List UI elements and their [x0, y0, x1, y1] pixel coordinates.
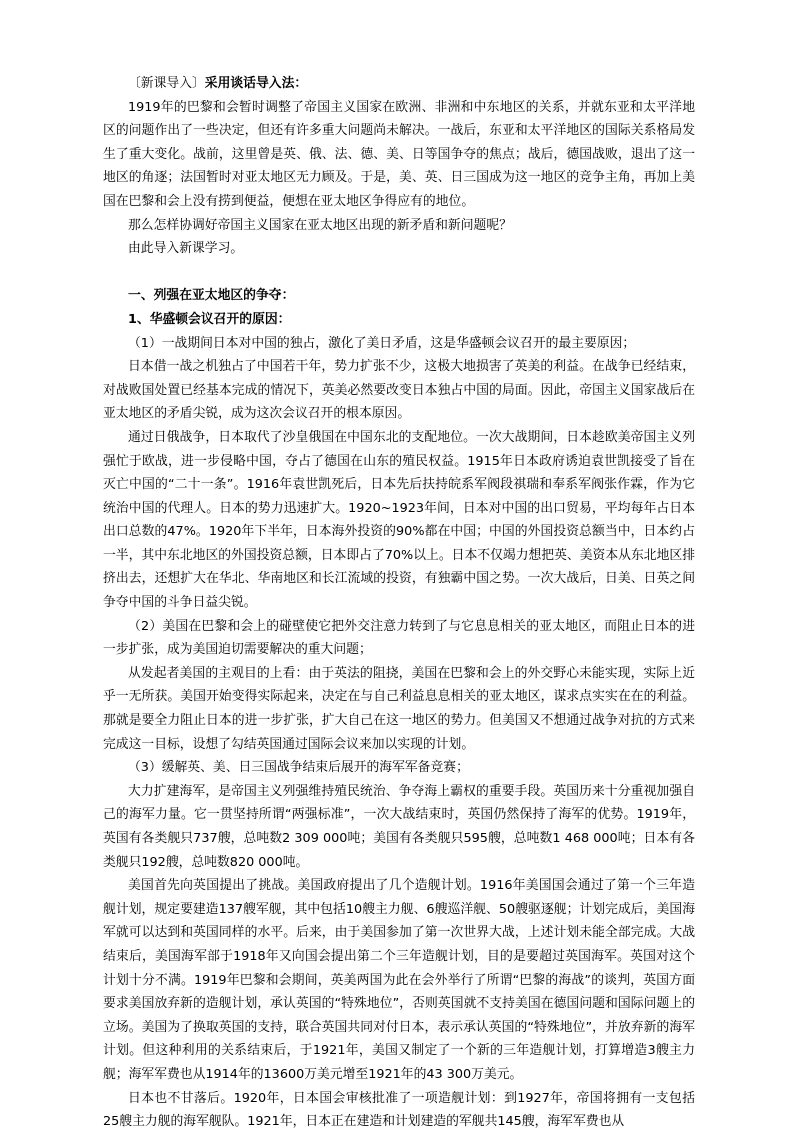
intro-paragraph-3: 由此导入新课学习。 — [128, 241, 244, 257]
intro-paragraph-2: 那么怎样协调好帝国主义国家在亚太地区出现的新矛盾和新问题呢？ — [128, 217, 512, 233]
intro-method: 采用谈话导入法： — [204, 76, 308, 91]
reason-2-heading: （2）美国在巴黎和会上的碰壁使它把外交注意力转到了与它息息相关的亚太地区，而阻止日本的进一步扩张，成为美国迫切需要解决的重大问题； — [103, 618, 695, 658]
paragraph-gap — [103, 261, 695, 285]
body-paragraph: 日本借一战之机独占了中国若干年，势力扩张不少，这极大地损害了英美的利益。在战争已经结束，对战败国处置已经基本完成的情况下，英美必然要改变日本独占中国的局面。因此，帝国主义国家战后在亚太地区的矛盾尖锐，成为这次会议召开的根本原因。 — [103, 359, 695, 422]
section-title: 一、列强在亚太地区的争夺： — [128, 288, 295, 304]
intro-paragraph-1: 1919年的巴黎和会暂时调整了帝国主义国家在欧洲、非洲和中东地区的关系，并就东亚和太平洋地区的问题作出了一些决定，但还有许多重大问题尚未解决。一战后，东亚和太平洋地区的国际关系格局发生了重大变化。战前，这里曾是英、俄、法、德、美、日等国争夺的焦点；战后，德国战败，退出了这一地区的角逐；法国暂时对亚太地区无力顾及。于是，美、英、日三国成为这一地区的竞争主角，再加上美国在巴黎和会上没有捞到便益，便想在亚太地区争得应有的地位。 — [103, 99, 695, 209]
intro-heading — [103, 72, 695, 96]
section-subtitle: 1、华盛顿会议召开的原因： — [128, 311, 291, 327]
intro-tag: 〔新课导入〕 — [128, 76, 205, 91]
body-paragraph: 通过日俄战争，日本取代了沙皇俄国在中国东北的支配地位。一次大战期间，日本趁欧美帝国主义列强忙于欧战，进一步侵略中国，夺占了德国在山东的殖民权益。1915年日本政府诱迫袁世凯接受了旨在灭亡中国的“二十一条”。1916年袁世凯死后，日本先后扶持皖系军阀段祺瑞和奉系军阀张作霖，作为它统治中国的代理人。日本的势力迅速扩大。1920~1923年间，日本对中国的出口贸易，平均每年占日本出口总数的47%。1920年下半年，日本海外投资的90%都在中国；中国的外国投资总额当中，日本约占一半，其中东北地区的外国投资总额，日本即占了70%以上。日本不仅竭力想把英、美资本从东北地区排挤出去，还想扩大在华北、华南地区和长江流域的投资，有独霸中国之势。一次大战后，日美、日英之间争夺中国的斗争日益尖锐。 — [103, 429, 695, 611]
reason-1-heading: （1）一战期间日本对中国的独占，激化了美日矛盾，这是华盛顿会议召开的最主要原因； — [128, 335, 636, 351]
body-paragraph: 大力扩建海军，是帝国主义列强维持殖民统治、争夺海上霸权的重要手段。英国历来十分重视加强自己的海军力量。它一贯坚持所谓“两强标准”，一次大战结束时，英国仍然保持了海军的优势。1919年，英国有各类舰只737艘，总吨数2 309 000吨；美国有各类舰只595艘，总吨数1 468 000吨；日本有各类舰只192艘，总吨数820 000吨。 — [103, 783, 695, 870]
body-paragraph: 美国首先向英国提出了挑战。美国政府提出了几个造舰计划。1916年美国国会通过了第一个三年造舰计划，规定要建造137艘军舰，其中包括10艘主力舰、6艘巡洋舰、50艘驱逐舰；计划完成后，美国海军就可以达到和英国同样的水平。后来，由于美国参加了第一次世界大战，上述计划未能全部完成。大战结束后，美国海军部于1918年又向国会提出第二个三年造舰计划，目的是要超过英国海军。英国对这个计划十分不满。1919年巴黎和会期间，英美两国为此在会外举行了所谓“巴黎的海战”的谈判，英国方面要求美国放弃新的造舰计划，承认英国的“特殊地位”，否则英国就不支持美国在德国问题和国际问题上的立场。美国为了换取英国的支持，联合英国共同对付日本，表示承认英国的“特殊地位”，并放弃新的海军计划。但这种利用的关系结束后，于1921年，美国又制定了一个新的三年造舰计划，打算增造3艘主力舰；海军军费也从1914年的13600万美元增至1921年的43 300万美元。 — [103, 878, 695, 1082]
body-paragraph: 日本也不甘落后。1920年，日本国会审核批准了一项造舰计划：到1927年，帝国将拥有一支包括25艘主力舰的海军舰队。1921年，日本正在建造和计划建造的军舰共145艘，海军军费也从 — [103, 1090, 695, 1130]
body-paragraph: 从发起者美国的主观目的上看：由于英法的阻挠，美国在巴黎和会上的外交野心未能实现，实际上近乎一无所获。美国开始变得实际起来，决定在与自己利益息息相关的亚太地区，谋求点实实在在的利益。那就是要全力阻止日本的进一步扩张，扩大自己在这一地区的势力。但美国又不想通过战争对抗的方式来完成这一目标，设想了勾结英国通过国际会议来加以实现的计划。 — [103, 665, 695, 752]
document-body — [103, 72, 695, 1134]
reason-3-heading: （3）缓解英、美、日三国战争结束后展开的海军军备竞赛； — [128, 760, 469, 776]
